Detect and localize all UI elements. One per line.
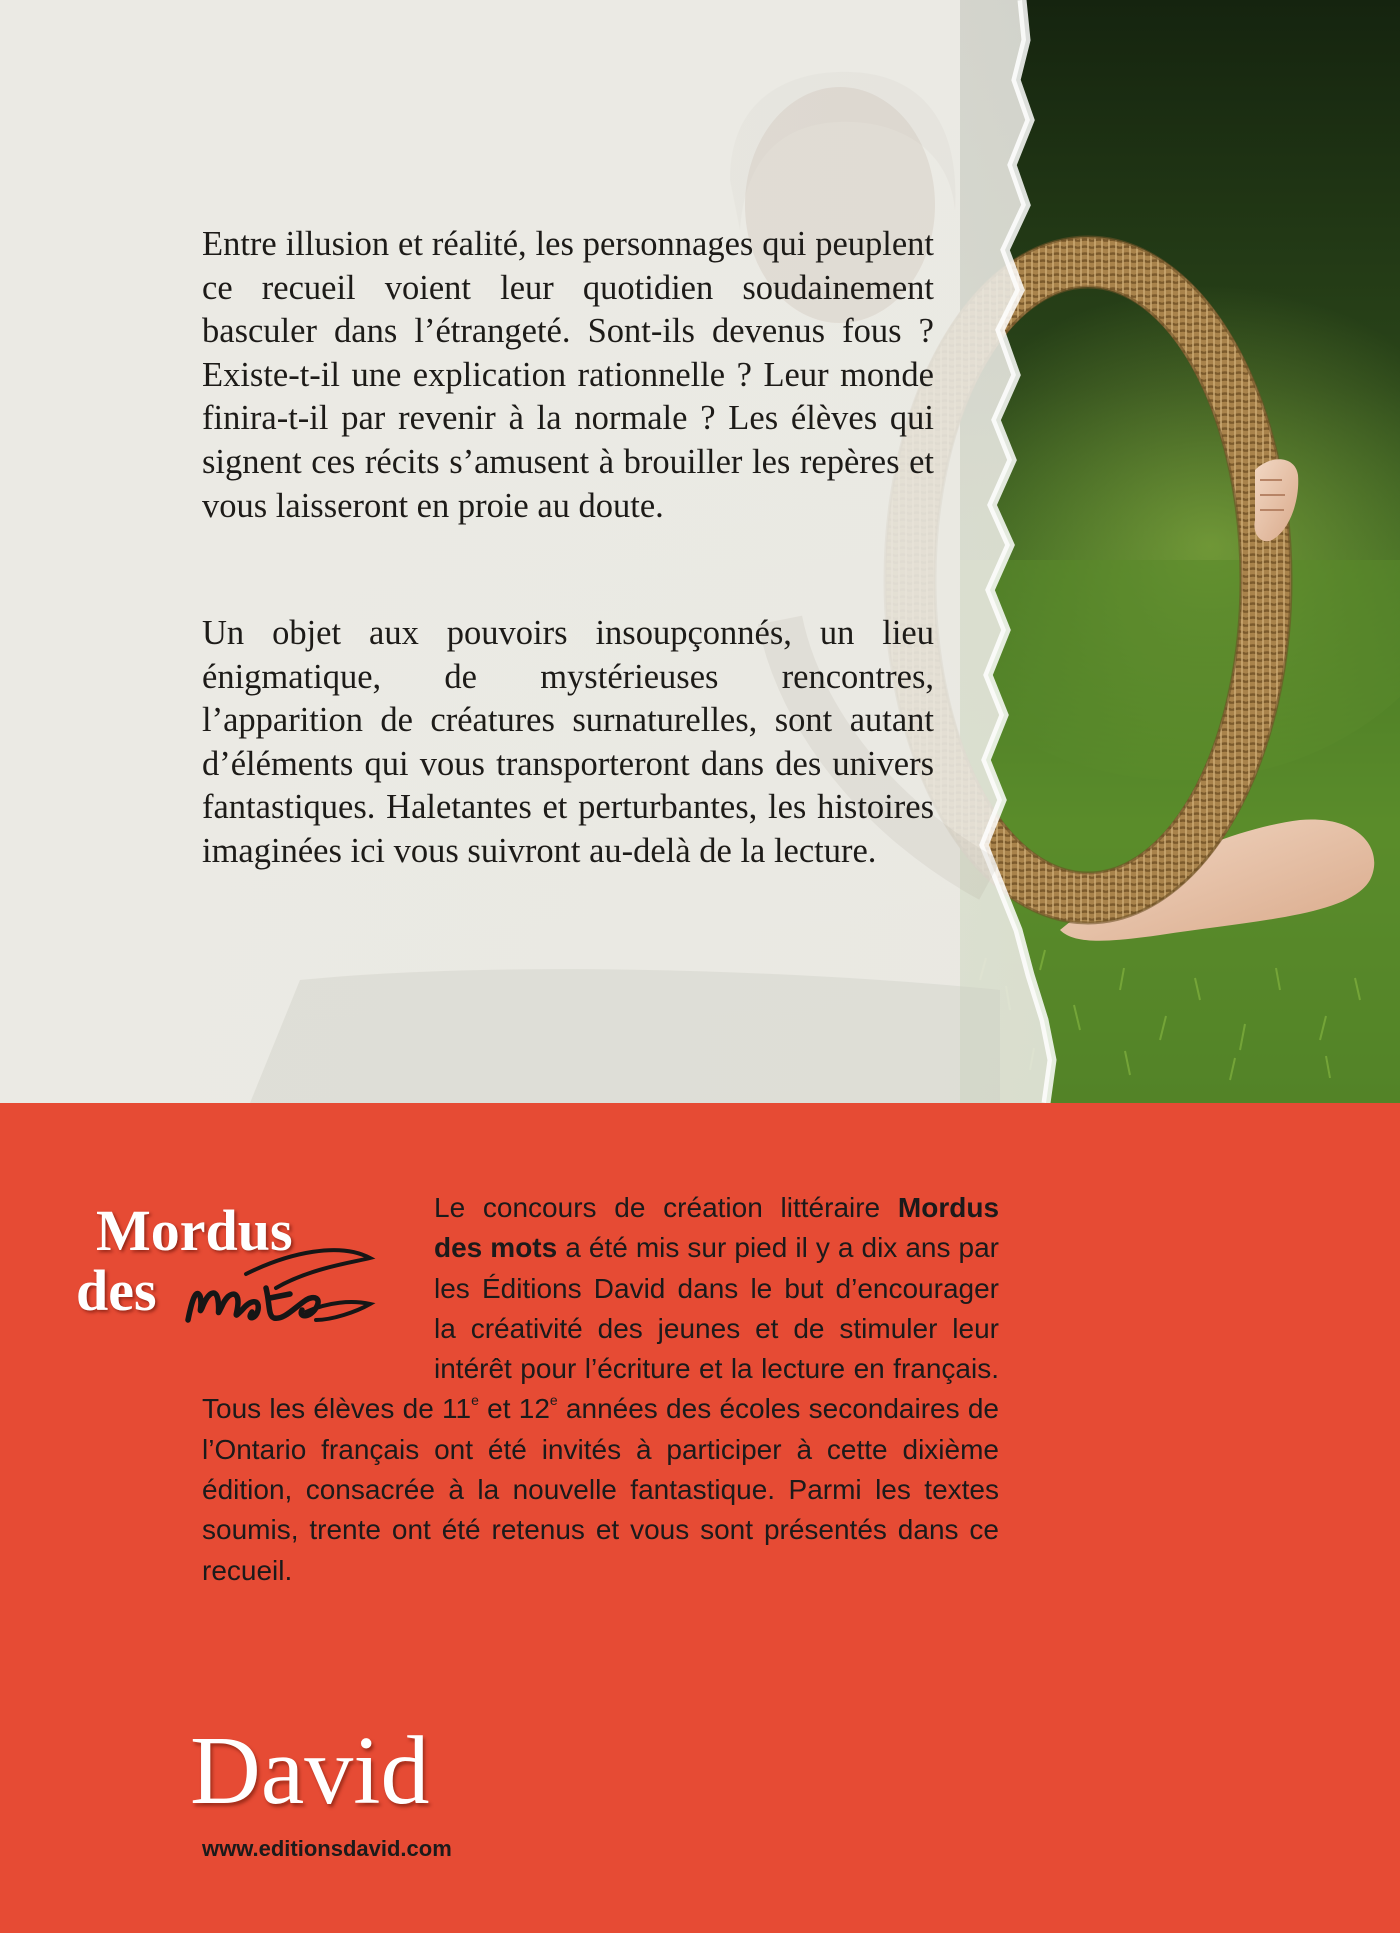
contest-text-part-3: années des écoles secondaires de l’Ontario français ont été invités à participer à cette dixième édition, consacrée à la nouvelle fantastique. Parmi les textes soumis, trente ont été retenus et vous sont présentés dans ce recueil.: [202, 1393, 1000, 1586]
logo-word-des: des: [76, 1258, 157, 1323]
contest-text-part-1: a été mis sur pied il y a dix ans par les Éditions David dans le but d’encourager la créativité des jeunes et de stimuler leur intérêt pour l’écriture et la lecture en français. Tous les élèves de 11: [202, 1232, 999, 1425]
contest-name: Mordus des mots: [434, 1192, 1000, 1264]
superscript-e-1: e: [471, 1392, 479, 1409]
blurb-paragraph-1: Entre illusion et réalité, les personnages qui peuplent ce recueil voient leur quotidien soudainement basculer dans l’étrangeté. Sont-ils devenus fous ? Existe-t-il une explication rationnelle ? Leur monde finira-t-il par revenir à la normale ? Les élèves qui signent ces récits s’amusent à brouiller les repères et vous laisseront en proie au doute.: [202, 225, 934, 525]
contest-intro: Le concours de création littéraire: [434, 1192, 881, 1223]
logo-wrap-space: [202, 1188, 434, 1350]
contest-description: [202, 1188, 999, 1591]
logo-word-mordus: Mordus: [96, 1198, 293, 1263]
superscript-e-2: e: [549, 1392, 558, 1409]
contest-text-part-2: et 12: [478, 1393, 550, 1425]
publisher-website-link[interactable]: www.editionsdavid.com: [202, 1836, 452, 1861]
blurb-paragraph-2: Un objet aux pouvoirs insoupçonnés, un lieu énigmatique, de mystérieuses rencontres, l’apparition de créatures surnaturelles, sont autant d’éléments qui vous transporteront dans des univers fantastiques. Haletantes et perturbantes, les histoires imaginées ici vous suivront au-delà de la lecture.: [202, 614, 934, 870]
david-publisher-logo: David: [190, 1717, 430, 1825]
